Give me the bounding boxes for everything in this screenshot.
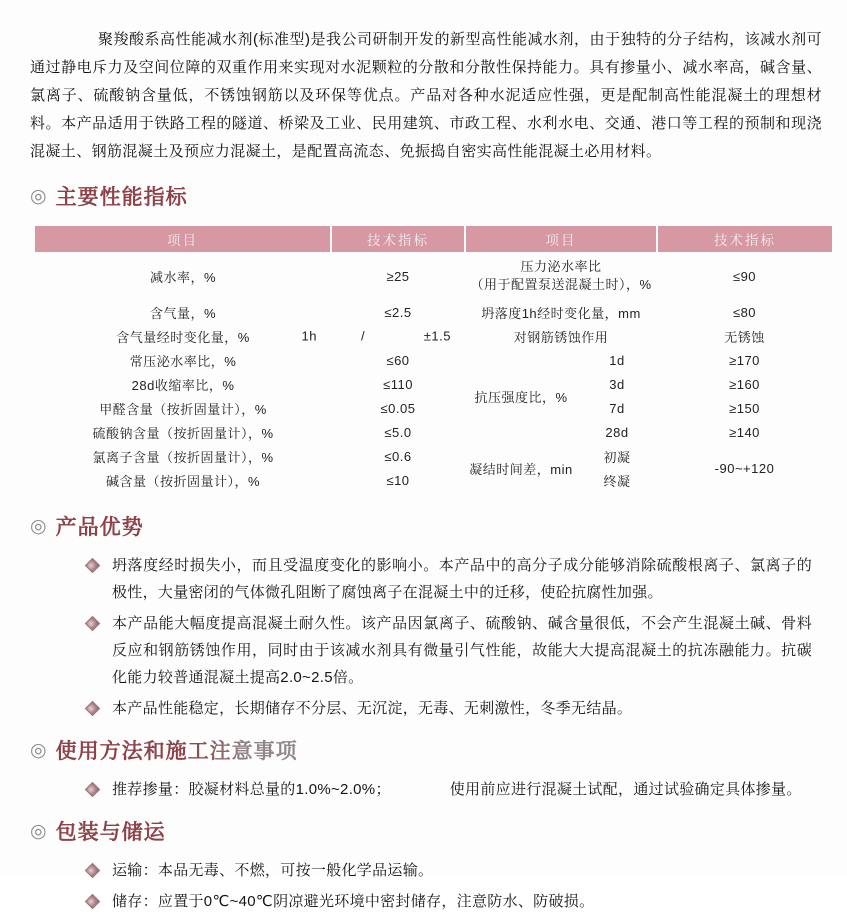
cell-value: ≤80 (732, 304, 757, 320)
list-item-text: 本产品能大幅度提高混凝土耐久性。该产品因氯离子、硫酸钠、碱含量很低，不会产生混凝土碱、骨料反应和钢筋锈蚀作用，同时由于该减水剂具有微量引气性能，故能大大提高混凝土的抗冻融能力。抗碳化能力较普通混凝土提高2.0~2.5倍。 (112, 615, 812, 686)
transport-text: 运输：本品无毒、不燃，可按一般化学品运输。 (112, 862, 434, 879)
cell-item-line1: 压力泌水率比 (520, 259, 602, 274)
cell-subitem: 初凝 (603, 449, 631, 465)
list-item-text: 坍落度经时损失小，而且受温度变化的影响小。本产品中的高分子成分能够消除硫酸根离子、氯离子的极性，大量密闭的气体微孔阻断了腐蚀离子在混凝土中的迁移，使砼抗腐性加强。 (112, 557, 812, 601)
list-item (88, 695, 812, 722)
cell-value: 无锈蚀 (724, 329, 765, 345)
section-title: 包装与储运 (55, 821, 166, 844)
cell-subitem: 3d (609, 376, 625, 392)
storage-text: 储存：应置于0℃~40℃阴凉避光环境中密封储存，注意防水、防破损。 (112, 893, 595, 910)
cell-item-line2: （用于配置泵送混凝土时），% (470, 277, 652, 292)
table-row (35, 252, 832, 300)
list-item (88, 776, 812, 803)
advantages-list (88, 552, 812, 722)
section-title: 使用方法和施工注意事项 (56, 735, 298, 765)
diamond-bullet-icon (86, 783, 99, 796)
cell-item: 坍落度1h经时变化量，mm (481, 305, 641, 321)
diamond-bullet-icon (86, 702, 99, 715)
cell-item: 甲醛含量（按折固量计），% (99, 401, 267, 417)
cell-value: ≥150 (729, 400, 760, 416)
list-item (88, 888, 812, 915)
cell-item (465, 252, 657, 300)
section-heading-packaging (30, 816, 825, 846)
header-indicator-right: 技术指标 (657, 226, 832, 252)
section-title: 产品优势 (55, 516, 144, 539)
table-row (35, 348, 832, 372)
packaging-list (88, 857, 812, 915)
header-item-left: 项目 (35, 226, 331, 252)
table-row (35, 324, 832, 348)
diamond-bullet-icon (86, 559, 99, 572)
cell-item (35, 324, 331, 348)
cell-value: ≥160 (729, 376, 760, 392)
cell-value: ≤2.5 (384, 304, 412, 320)
cell-item: 28d收缩率比，% (131, 377, 235, 393)
cell-value-separator: / (361, 328, 366, 344)
cell-item: 常压泌水率比，% (129, 353, 237, 369)
table-row (35, 420, 832, 444)
cell-subitem: 7d (609, 400, 625, 416)
cell-item-subnote: 1h (301, 328, 317, 344)
list-item-text: 本产品性能稳定，长期储存不分层、无沉淀，无毒、无刺激性，冬季无结晶。 (112, 700, 633, 717)
cell-value: ≤0.05 (380, 400, 416, 416)
cell-value: ≥140 (729, 424, 760, 440)
table-row (35, 444, 832, 468)
cell-value: ≤10 (386, 472, 410, 488)
cell-value: ≤110 (383, 376, 413, 392)
section-marker-icon: ◎ (30, 739, 48, 761)
cell-item-group: 凝结时间差，min (469, 461, 573, 477)
section-marker-icon: ◎ (30, 515, 48, 537)
cell-value (331, 324, 465, 348)
diamond-bullet-icon (86, 617, 99, 630)
table-header-row (35, 226, 832, 252)
performance-table (35, 226, 832, 492)
list-item (88, 610, 812, 691)
cell-item-label: 含气量经时变化量，% (116, 329, 250, 345)
cell-value: -90~+120 (714, 460, 775, 476)
cell-subitem: 1d (609, 352, 625, 368)
list-item (88, 857, 812, 884)
cell-item: 减水率，% (149, 269, 217, 285)
usage-list (88, 776, 812, 803)
cell-item: 对钢筋锈蚀作用 (513, 329, 609, 345)
cell-value-number: ±1.5 (423, 328, 451, 344)
table-row (35, 300, 832, 324)
cell-value: ≥170 (729, 352, 760, 368)
dosage-text: 推荐掺量：胶凝材料总量的1.0%~2.0%； (112, 781, 391, 798)
cell-item: 含气量，% (149, 305, 217, 321)
intro-paragraph: 聚羧酸系高性能减水剂(标准型)是我公司研制开发的新型高性能减水剂，由于独特的分子结构，该减水剂可通过静电斥力及空间位障的双重作用来实现对水泥颗粒的分散和分散性保持能力。具有掺量小、减水率高，碱含量、氯离子、硫酸钠含量低，不锈蚀钢筋以及环保等优点。产品对各种水泥适应性强，更是配制高性能混凝土的理想材料。本产品适用于铁路工程的隧道、桥梁及工业、民用建筑、市政工程、水利水电、交通、港口等工程的预制和现浇混凝土、钢筋混凝土及预应力混凝土，是配置高流态、免振捣自密实高性能混凝土必用材料。 (30, 31, 822, 160)
section-marker-icon: ◎ (30, 185, 48, 207)
cell-item-group: 抗压强度比，% (474, 389, 568, 405)
table-row (35, 396, 832, 420)
cell-item: 碱含量（按折固量计），% (105, 473, 261, 489)
list-item (88, 552, 812, 606)
header-indicator-left: 技术指标 (331, 226, 465, 252)
section-title: 主要性能指标 (55, 186, 188, 209)
cell-subitem: 终凝 (603, 473, 631, 489)
cell-item: 氯离子含量（按折固量计），% (92, 449, 274, 465)
cell-item: 硫酸钠含量（按折固量计），% (92, 425, 274, 441)
diamond-bullet-icon (86, 864, 99, 877)
section-marker-icon: ◎ (30, 820, 48, 842)
diamond-bullet-icon (86, 895, 99, 908)
header-item-right: 项目 (465, 226, 657, 252)
cell-value: ≤5.0 (384, 424, 412, 440)
section-heading-performance (30, 181, 825, 211)
trial-mix-text: 使用前应进行混凝土试配，通过试验确定具体掺量。 (449, 781, 802, 798)
cell-value: ≤90 (732, 268, 757, 284)
section-heading-usage (30, 735, 825, 765)
cell-subitem: 28d (605, 424, 629, 440)
cell-value: ≥25 (386, 268, 410, 284)
cell-value: ≤60 (386, 352, 410, 368)
table-row (35, 372, 832, 396)
cell-value: ≤0.6 (384, 448, 412, 464)
section-heading-advantages (30, 511, 825, 541)
